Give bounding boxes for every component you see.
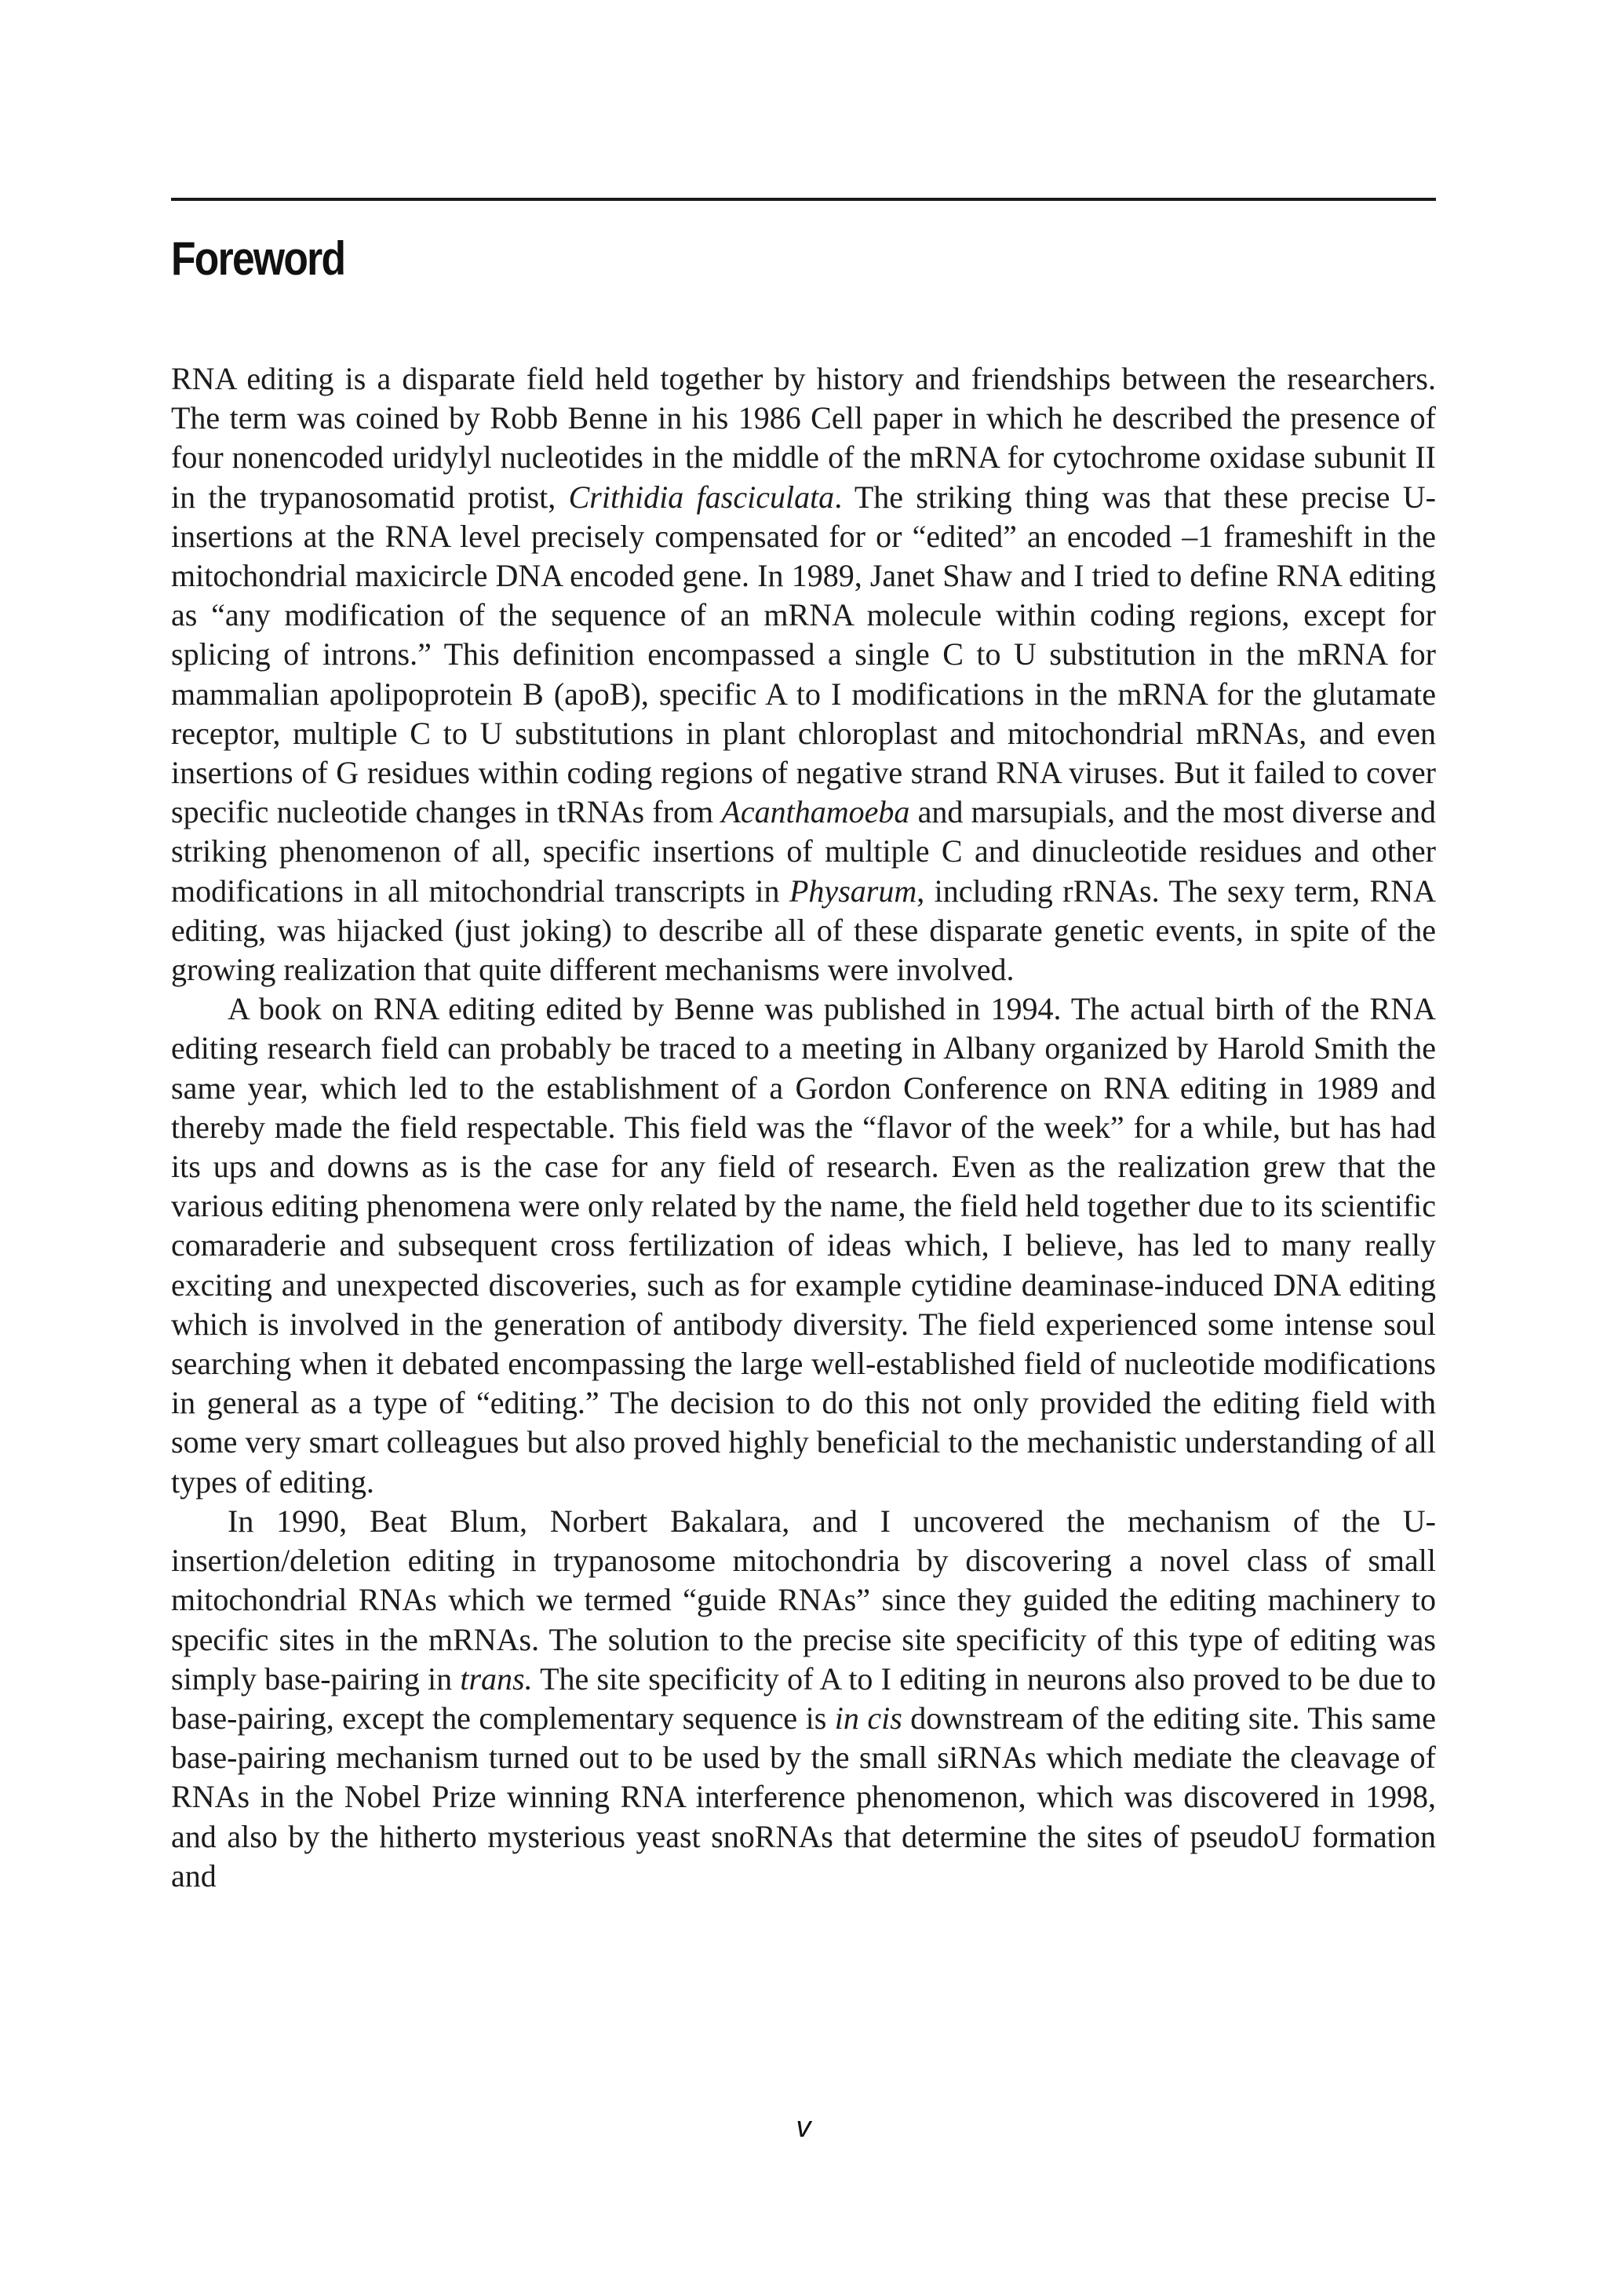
page-number: v [796, 2111, 811, 2144]
paragraph-1-segment: RNA editing is a disparate field held together by history and friendships between the researchers. The term was coined by Robb Benne in his 1986 Cell paper in which he described the presence of four nonencoded uridylyl nucleotides in the middle of the mRNA for cytochrome oxidase subunit II in the trypanosomatid protist, [171, 361, 1436, 515]
paragraph-1-segment-italic: Crithidia fasciculata [568, 479, 835, 515]
paragraph-3-segment-italic: in cis [834, 1700, 902, 1736]
chapter-top-rule [171, 198, 1436, 201]
book-page [171, 0, 1436, 2296]
paragraph-1-segment-italic: Physarum [789, 873, 917, 909]
paragraph-1-segment: . The striking thing was that these precise U-insertions at the RNA level precisely compensated for or “edited” an encoded –1 frameshift in the mitochondrial maxicircle DNA encoded gene. In 1989, Janet Shaw and I tried to define RNA editing as “any modification of the sequence of an mRNA molecule within coding regions, except for splicing of introns.” This definition encompassed a single C to U substitution in the mRNA for mammalian apolipoprotein B (apoB), specific A to I modifications in the mRNA for the glutamate receptor, multiple C to U substitutions in plant chloroplast and mitochondrial mRNAs, and even insertions of G residues within coding regions of negative strand RNA viruses. But it failed to cover specific nucleotide changes in tRNAs from [171, 479, 1436, 830]
paragraph-1-segment-italic: Acanthamoeba [721, 794, 910, 830]
paragraph-2 [171, 989, 1436, 1502]
paragraph-3-segment-italic: trans. [460, 1660, 533, 1696]
paragraph-3-segment: The site specificity of A to I editing in neurons also proved to be due to base-pairing, except the complementary sequence is [171, 1660, 1437, 1736]
paragraph-3-segment: downstream of the editing site. This same base-pairing mechanism turned out to be used by the small siRNAs which mediate the cleavage of RNAs in the Nobel Prize winning RNA interference phenomenon, which was discovered in 1998, and also by the hitherto mysterious yeast snoRNAs that determine the sites of pseudoU formation and [171, 1700, 1436, 1893]
paragraph-1-segment: and marsupials, and the most diverse and striking phenomenon of all, specific insertions of multiple C and dinucleotide residues and other modifications in all mitochondrial transcripts in [171, 794, 1436, 909]
body-text [171, 359, 1436, 1896]
chapter-title: Foreword [171, 232, 345, 285]
paragraph-3 [171, 1502, 1436, 1896]
paragraph-3-segment: In 1990, Beat Blum, Norbert Bakalara, and I uncovered the mechanism of the U-insertion/deletion editing in trypanosome mitochondria by discovering a novel class of small mitochondrial RNAs which we termed “guide RNAs” since they guided the editing machinery to specific sites in the mRNAs. The solution to the precise site specificity of this type of editing was simply base-pairing in [171, 1503, 1436, 1696]
paragraph-2-segment: A book on RNA editing edited by Benne was published in 1994. The actual birth of the RNA editing research field can probably be traced to a meeting in Albany organized by Harold Smith the same year, which led to the establishment of a Gordon Conference on RNA editing in 1989 and thereby made the field respectable. This field was the “flavor of the week” for a while, but has had its ups and downs as is the case for any field of research. Even as the realization grew that the various editing phenomena were only related by the name, the field held together due to its scientific comaraderie and subsequent cross fertilization of ideas which, I believe, has led to many really exciting and unexpected discoveries, such as for example cytidine deaminase-induced DNA editing which is involved in the generation of antibody diversity. The field experienced some intense soul searching when it debated encompassing the large well-established field of nucleotide modifications in general as a type of “editing.” The decision to do this not only provided the editing field with some very smart colleagues but also proved highly beneficial to the mechanistic understanding of all types of editing. [171, 991, 1436, 1500]
paragraph-1-segment: , including rRNAs. The sexy term, RNA editing, was hijacked (just joking) to describe all of these disparate genetic events, in spite of the growing realization that quite different mechanisms were involved. [171, 873, 1436, 988]
paragraph-1 [171, 359, 1436, 989]
